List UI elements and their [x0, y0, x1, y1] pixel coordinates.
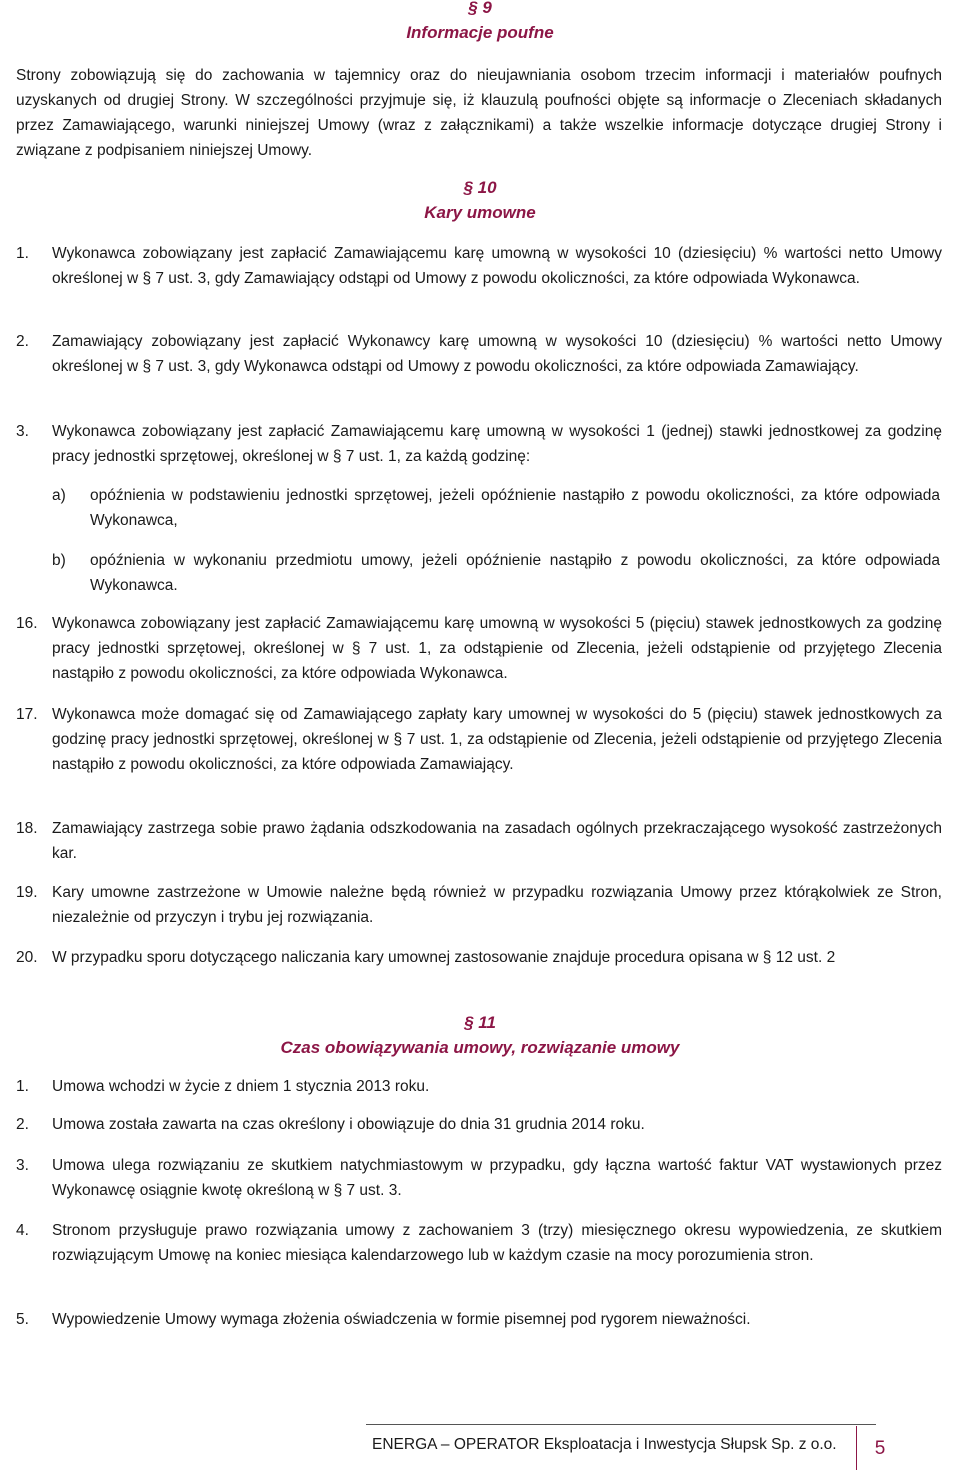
section-10-title: Kary umowne [424, 203, 536, 222]
list-item-text: Zamawiający zastrzega sobie prawo żądania odszkodowania na zasadach ogólnych przekraczającego wysokość zastrzeżonych kar. [52, 820, 942, 862]
list-item-text: Umowa wchodzi w życie z dniem 1 stycznia 2013 roku. [52, 1078, 430, 1095]
list-item-number: 20. [16, 949, 38, 966]
list-item-text: Umowa została zawarta na czas określony i obowiązuje do dnia 31 grudnia 2014 roku. [52, 1116, 645, 1133]
section-10-number: § 10 [463, 178, 497, 197]
section-9-number: § 9 [468, 0, 492, 17]
list-item-text: Stronom przysługuje prawo rozwiązania umowy z zachowaniem 3 (trzy) miesięcznego okresu wypowiedzenia, ze skutkiem rozwiązującym Umowę na koniec miesiąca kalendarzowego lub w każdym czasie na mocy porozumienia stron. [52, 1222, 942, 1264]
list-item-text: Wykonawca zobowiązany jest zapłacić Zamawiającemu karę umowną w wysokości 5 (pięciu) stawek jednostkowych za godzinę pracy jednostki sprzętowej, określonej w § 7 ust. 1, za odstąpienie od Zlecenia, jeżeli odstąpienie od przyjętego Zlecenia nastąpiło z powodu okoliczności, za które odpowiada Wykonawca. [52, 615, 942, 682]
list-item-text: Wykonawca zobowiązany jest zapłacić Zamawiającemu karę umowną w wysokości 1 (jednej) stawki jednostkowej za godzinę pracy jednostki sprzętowej, określonej w § 7 ust. 1, za każdą godzinę: [52, 423, 942, 465]
list-item-number: 1. [16, 1078, 29, 1095]
list-item-text: Wykonawca może domagać się od Zamawiającego zapłaty kary umownej w wysokości do 5 (pięciu) stawek jednostkowych za godzinę pracy jednostki sprzętowej, określonej w § 7 ust. 1, za odstąpienie od Zlecenia, jeżeli odstąpienie od przyjętego Zlecenia nastąpiło z powodu okoliczności, za które odpowiada Zamawiający. [52, 706, 942, 773]
sub-list-item-text: opóźnienia w podstawieniu jednostki sprzętowej, jeżeli opóźnienie nastąpiło z powodu okoliczności, za które odpowiada Wykonawca, [90, 487, 940, 529]
list-item-text: Wypowiedzenie Umowy wymaga złożenia oświadczenia w formie pisemnej pod rygorem nieważności. [52, 1311, 751, 1328]
sub-list-item-text: opóźnienia w wykonaniu przedmiotu umowy, jeżeli opóźnienie nastąpiło z powodu okoliczności, za które odpowiada Wykonawca. [90, 552, 940, 594]
section-11-title: Czas obowiązywania umowy, rozwiązanie umowy [280, 1038, 680, 1057]
list-item-number: 2. [16, 333, 29, 350]
list-item-number: 1. [16, 245, 29, 262]
list-item-number: 5. [16, 1311, 29, 1328]
section-9-title: Informacje poufne [406, 23, 554, 42]
list-item-number: 18. [16, 820, 38, 837]
section-9-body: Strony zobowiązują się do zachowania w tajemnicy oraz do nieujawniania osobom trzecim informacji i materiałów poufnych uzyskanych od drugiej Strony. W szczególności przyjmuje się, iż klauzulą poufności objęte są informacje o Zleceniach składanych przez Zamawiającego, warunki niniejszej Umowy (wraz z załącznikami) a także wszelkie informacje dotyczące drugiej Strony i związane z podpisaniem niniejszej Umowy. [16, 67, 942, 159]
list-item-number: 19. [16, 884, 38, 901]
section-11-number: § 11 [464, 1013, 496, 1032]
list-item-text: Zamawiający zobowiązany jest zapłacić Wykonawcy karę umowną w wysokości 10 (dziesięciu) % wartości netto Umowy określonej w § 7 ust. 3, gdy Wykonawca odstąpi od Umowy z powodu okoliczności, za które odpowiada Zamawiający. [52, 333, 942, 375]
list-item-text: Kary umowne zastrzeżone w Umowie należne będą również w przypadku rozwiązania Umowy przez którąkolwiek ze Stron, niezależnie od przyczyn i trybu jej rozwiązania. [52, 884, 942, 926]
footer-divider [366, 1424, 876, 1425]
list-item-text: W przypadku sporu dotyczącego naliczania kary umownej zastosowanie znajduje procedura opisana w § 12 ust. 2 [52, 949, 836, 966]
list-item-number: 16. [16, 615, 38, 632]
list-item-number: 17. [16, 706, 38, 723]
list-item-number: 3. [16, 1157, 29, 1174]
page-number-divider [856, 1426, 857, 1470]
footer-company: ENERGA – OPERATOR Eksploatacja i Inwestycja Słupsk Sp. z o.o. [372, 1436, 837, 1453]
list-item-text: Wykonawca zobowiązany jest zapłacić Zamawiającemu karę umowną w wysokości 10 (dziesięciu) % wartości netto Umowy określonej w § 7 ust. 3, gdy Zamawiający odstąpi od Umowy z powodu okoliczności, za które odpowiada Wykonawca. [52, 245, 942, 287]
list-item-text: Umowa ulega rozwiązaniu ze skutkiem natychmiastowym w przypadku, gdy łączna wartość faktur VAT wystawionych przez Wykonawcę osiągnie kwotę określoną w § 7 ust. 3. [52, 1157, 942, 1199]
list-item-number: 3. [16, 423, 29, 440]
sub-list-item-letter: a) [52, 487, 66, 504]
sub-list-item-letter: b) [52, 552, 66, 569]
page-number: 5 [874, 1438, 886, 1459]
list-item-number: 4. [16, 1222, 29, 1239]
list-item-number: 2. [16, 1116, 29, 1133]
